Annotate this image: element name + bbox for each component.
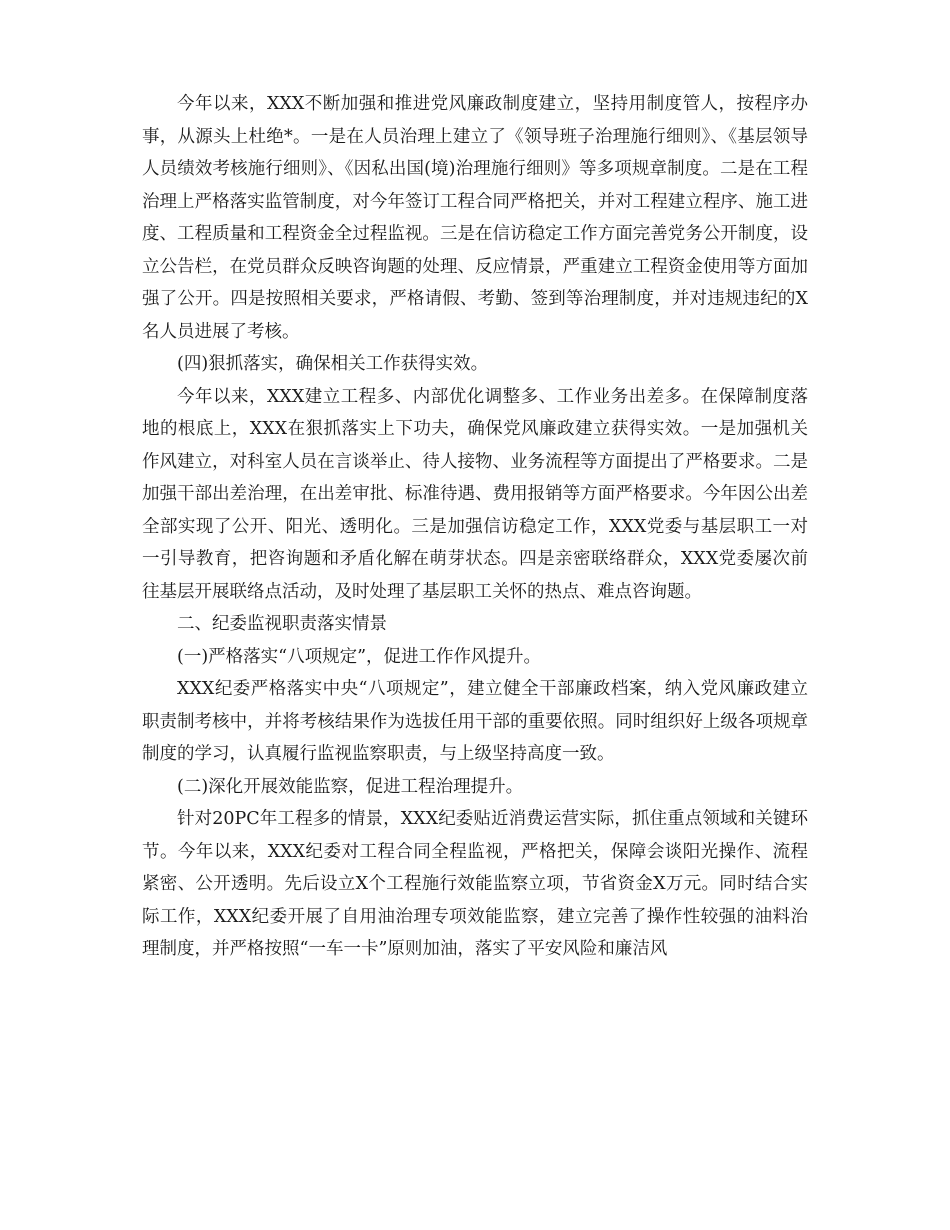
paragraph-implementation: 今年以来，XXX建立工程多、内部优化调整多、工作业务出差多。在保障制度落地的根底上，XXX在狠抓落实上下功夫，确保党风廉政建立获得实效。一是加强机关作风建立，对科室人员在言谈举止、待人接物、业务流程等方面提出了严格要求。二是加强干部出差治理，在出差审批、标准待遇、费用报销等方面严格要求。今年因公出差全部实现了公开、阳光、透明化。三是加强信访稳定工作，XXX党委与基层职工一对一引导教育，把咨询题和矛盾化解在萌芽状态。四是亲密联络群众，XXX党委屡次前往基层开展联络点活动，及时处理了基层职工关怀的热点、难点咨询题。	[142, 386, 808, 602]
section-heading-discipline: 二、纪委监视职责落实情景	[177, 614, 387, 634]
document-page	[142, 88, 808, 966]
paragraph-system-building: 今年以来，XXX不断加强和推进党风廉政制度建立，坚持用制度管人，按程序办事，从源头上杜绝*。一是在人员治理上建立了《领导班子治理施行细则》、《基层领导人员绩效考核施行细则》、《因私出国(境)治理施行细则》等多项规章制度。二是在工程治理上严格落实监管制度，对今年签订工程合同严格把关，并对工程建立程序、施工进度、工程质量和工程资金全过程监视。三是在信访稳定工作方面完善党务公开制度，设立公告栏，在党员群众反映咨询题的处理、反应情景，严重建立工程资金使用等方面加强了公开。四是按照相关要求，严格请假、考勤、签到等治理制度，并对违规违纪的X名人员进展了考核。	[142, 94, 808, 342]
subheading-implementation: (四)狠抓落实，确保相关工作获得实效。	[177, 354, 489, 374]
subheading-efficiency: (二)深化开展效能监察，促进工程治理提升。	[177, 776, 524, 797]
subheading-eight-rules: (一)严格落实“八项规定”，促进工作作风提升。	[177, 646, 542, 667]
paragraph-eight-rules: XXX纪委严格落实中央“八项规定”，建立健全干部廉政档案，纳入党风廉政建立职责制考核中，并将考核结果作为选拔任用干部的重要依照。同时组织好上级各项规章制度的学习，认真履行监视监察职责，与上级坚持高度一致。	[142, 679, 808, 764]
paragraph-efficiency: 针对20PC年工程多的情景，XXX纪委贴近消费运营实际，抓住重点领域和关键环节。今年以来，XXX纪委对工程合同全程监视，严格把关，保障会谈阳光操作、流程紧密、公开透明。先后设立X个工程施行效能监察立项，节省资金X万元。同时结合实际工作，XXX纪委开展了自用油治理专项效能监察，建立完善了操作性较强的油料治理制度，并严格按照“一车一卡”原则加油，落实了平安风险和廉洁风	[142, 809, 808, 959]
